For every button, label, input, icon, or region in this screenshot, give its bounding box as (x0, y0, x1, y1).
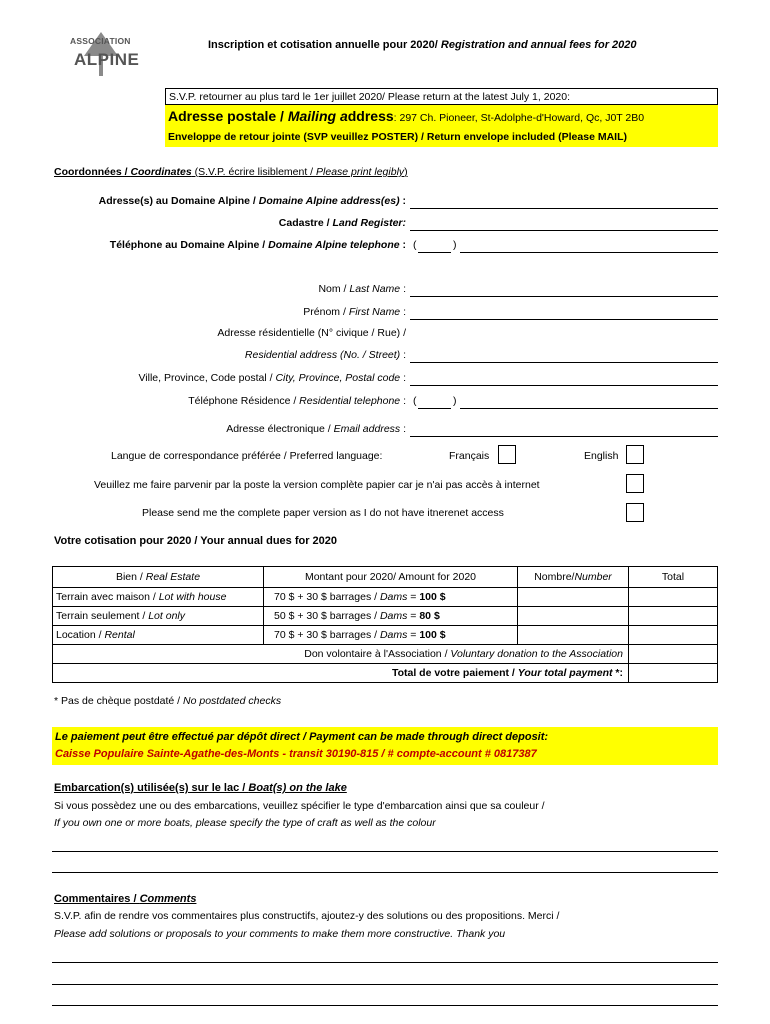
boats-text-fr: Si vous possèdez une ou des embarcations, veuillez spécifier le type d'embarcation ainsi que sa couleur / (54, 800, 545, 812)
first-name-label: Prénom / First Name : (303, 306, 406, 318)
number-cell[interactable] (518, 607, 629, 626)
total-payment-label: Total de votre paiement / Your total payment *: (53, 664, 629, 683)
residential-phone-paren-open: ( (413, 395, 417, 407)
logo-top-text: ASSOCIATION (70, 36, 131, 46)
page-title: Inscription et cotisation annuelle pour 2020/ Registration and annual fees for 2020 (208, 39, 637, 51)
residential-phone-field[interactable] (460, 408, 718, 409)
domain-address-field[interactable] (410, 208, 718, 209)
mailing-info-box (165, 88, 718, 147)
domain-address-label: Adresse(s) au Domaine Alpine / Domaine Alpine address(es) : (98, 195, 406, 207)
residential-address-label-en: Residential address (No. / Street) : (244, 349, 406, 361)
amount-cell: 50 $ + 30 $ barrages / Dams = 80 $ (264, 607, 518, 626)
residential-phone-paren-close: ) (453, 395, 457, 407)
domain-phone-label: Téléphone au Domaine Alpine / Domaine Alpine telephone : (109, 239, 406, 251)
total-cell[interactable] (629, 607, 718, 626)
domain-phone-area-code-field[interactable] (418, 252, 451, 253)
dues-table (52, 566, 718, 683)
estate-cell: Terrain seulement / Lot only (53, 607, 264, 626)
email-field[interactable] (410, 436, 718, 437)
dues-header-row (53, 567, 718, 588)
boats-field-line-1[interactable] (52, 851, 718, 852)
city-label: Ville, Province, Code postal / City, Province, Postal code : (138, 372, 406, 384)
boats-text-en: If you own one or more boats, please specify the type of craft as well as the colour (54, 817, 436, 829)
paper-version-checkbox-fr[interactable] (626, 474, 644, 493)
postdated-note: * Pas de chèque postdaté / No postdated checks (54, 695, 282, 707)
return-date-line: S.V.P. retourner au plus tard le 1er juillet 2020/ Please return at the latest July 1, 2020: (165, 88, 718, 105)
payment-info-line1: Le paiement peut être effectué par dépôt direct / Payment can be made through direct deposit: (55, 731, 549, 743)
domain-phone-paren-close: ) (453, 239, 457, 251)
domain-phone-field[interactable] (460, 252, 718, 253)
total-cell[interactable] (629, 588, 718, 607)
language-english-checkbox[interactable] (626, 445, 644, 464)
estate-cell: Terrain avec maison / Lot with house (53, 588, 264, 607)
total-payment-row (53, 664, 718, 683)
table-row (53, 588, 718, 607)
cadastre-field[interactable] (410, 230, 718, 231)
comments-heading: Commentaires / Comments (54, 893, 197, 905)
table-row (53, 607, 718, 626)
residential-phone-label: Téléphone Résidence / Residential telephone : (188, 395, 406, 407)
col-amount-header: Montant pour 2020/ Amount for 2020 (264, 567, 518, 588)
table-row (53, 626, 718, 645)
mailing-address-line: Adresse postale / Mailing address: 297 Ch. Pioneer, St-Adolphe-d'Howard, Qc, J0T 2B0 (165, 105, 718, 127)
amount-cell: 70 $ + 30 $ barrages / Dams = 100 $ (264, 626, 518, 645)
paper-version-text-en: Please send me the complete paper version as I do not have itnerenet access (142, 507, 504, 519)
donation-amount-cell[interactable] (629, 645, 718, 664)
payment-info-line2: Caisse Populaire Sainte-Agathe-des-Monts - transit 30190-815 / # compte-account # 0817387 (55, 748, 537, 760)
residential-phone-area-code-field[interactable] (418, 408, 451, 409)
paper-version-checkbox-en[interactable] (626, 503, 644, 522)
email-label: Adresse électronique / Email address : (226, 423, 406, 435)
donation-label: Don volontaire à l'Association / Voluntary donation to the Association (53, 645, 629, 664)
language-french-checkbox[interactable] (498, 445, 516, 464)
comments-text-en: Please add solutions or proposals to your comments to make them more constructive. Thank you (54, 928, 506, 940)
residential-address-label-fr: Adresse résidentielle (N° civique / Rue) / (217, 327, 406, 339)
first-name-field[interactable] (410, 319, 718, 320)
comments-field-line-1[interactable] (52, 962, 718, 963)
paper-version-text-fr: Veuillez me faire parvenir par la poste la version complète papier car je n'ai pas accès à internet (94, 479, 540, 491)
amount-cell: 70 $ + 30 $ barrages / Dams = 100 $ (264, 588, 518, 607)
dues-heading: Votre cotisation pour 2020 / Your annual dues for 2020 (54, 535, 338, 547)
boats-field-line-2[interactable] (52, 872, 718, 873)
cadastre-label: Cadastre / Land Register: (278, 217, 406, 229)
association-alpine-logo (66, 30, 140, 78)
logo-bottom-text: ALPINE (74, 50, 140, 69)
col-number-header: Nombre/Number (518, 567, 629, 588)
total-cell[interactable] (629, 626, 718, 645)
return-envelope-line: Enveloppe de retour jointe (SVP veuillez POSTER) / Return envelope included (Please MAIL) (165, 127, 718, 147)
last-name-label: Nom / Last Name : (318, 283, 406, 295)
comments-field-line-3[interactable] (52, 1005, 718, 1006)
language-label: Langue de correspondance préférée / Preferred language: (111, 450, 383, 462)
estate-cell: Location / Rental (53, 626, 264, 645)
coordinates-heading: Coordonnées / Coordinates (S.V.P. écrire lisiblement / Please print legibly) (54, 166, 408, 178)
number-cell[interactable] (518, 626, 629, 645)
comments-text-fr: S.V.P. afin de rendre vos commentaires plus constructifs, ajoutez-y des solutions ou des propositions. Merci / (54, 910, 560, 922)
total-payment-cell[interactable] (629, 664, 718, 683)
payment-info-box (52, 727, 718, 765)
boats-heading: Embarcation(s) utilisée(s) sur le lac / Boat(s) on the lake (54, 782, 347, 794)
col-estate-header: Bien / Real Estate (53, 567, 264, 588)
city-field[interactable] (410, 385, 718, 386)
last-name-field[interactable] (410, 296, 718, 297)
domain-phone-paren-open: ( (413, 239, 417, 251)
col-total-header: Total (629, 567, 718, 588)
donation-row (53, 645, 718, 664)
language-english-label: English (584, 450, 619, 462)
language-french-label: Français (449, 450, 490, 462)
comments-field-line-2[interactable] (52, 984, 718, 985)
residential-address-field[interactable] (410, 362, 718, 363)
number-cell[interactable] (518, 588, 629, 607)
